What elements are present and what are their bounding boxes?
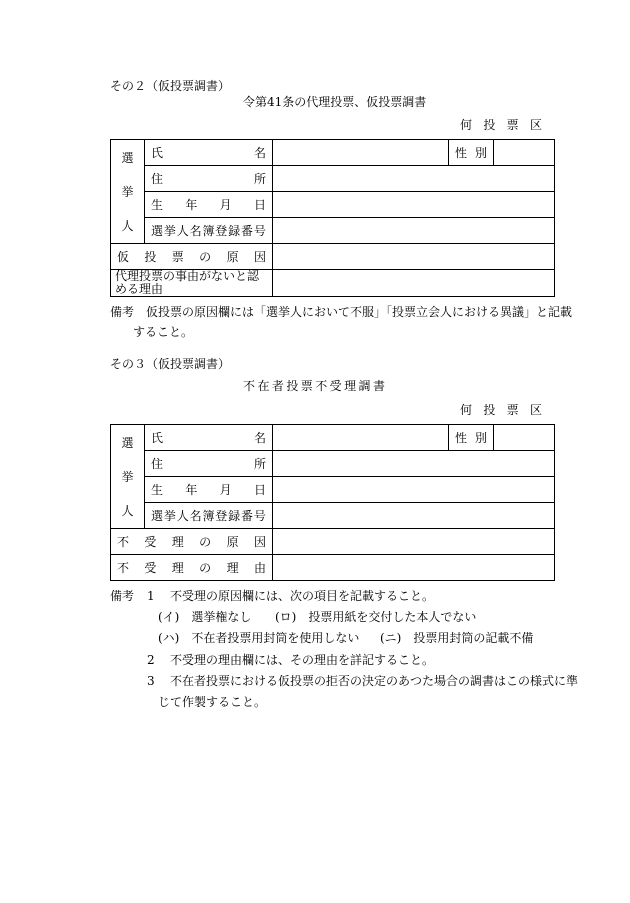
part3-note3-text-line2: じて作製すること。 [158, 695, 267, 709]
dob-label: 生 年 月 日 [145, 477, 273, 503]
provisional-reason-field[interactable] [273, 244, 555, 270]
address-label: 住 所 [145, 451, 273, 477]
voter-group-label: 選 挙 人 [111, 425, 145, 529]
part3-item-i: (イ) 選挙権なし [158, 610, 252, 624]
sex-field[interactable] [494, 425, 555, 451]
part2-title: 令第41条の代理投票、仮投票調書 [243, 95, 427, 109]
registry-number-field[interactable] [273, 503, 555, 529]
provisional-reason-label: 仮 投 票 の 原 因 [111, 244, 273, 270]
sex-field[interactable] [494, 140, 555, 166]
sex-label: 性 別 [449, 140, 494, 166]
part3-heading: その３（仮投票調書） [110, 357, 231, 371]
part3-form-table [110, 424, 555, 581]
dob-label: 生 年 月 日 [145, 192, 273, 218]
name-field[interactable] [273, 140, 449, 166]
name-label: 氏 名 [145, 425, 273, 451]
part2-note-line2: すること。 [133, 325, 194, 339]
part2-form-table [110, 139, 555, 297]
part3-item-ha: (ハ) 不在者投票用封筒を使用しない [158, 631, 360, 645]
name-field[interactable] [273, 425, 449, 451]
address-field[interactable] [273, 166, 555, 192]
part3-note1-number: 1 [147, 589, 155, 603]
registry-number-label: 選 挙 人 名 簿 登 録 番 号 [145, 218, 273, 244]
dob-field[interactable] [273, 477, 555, 503]
part3-district-label: 何 投 票 区 [460, 403, 542, 417]
part3-note3-number: 3 [147, 674, 155, 688]
dob-field[interactable] [273, 192, 555, 218]
proxy-reason-label: 代理投票の事由がないと認 める理由 [111, 270, 273, 297]
part3-title: 不 在 者 投 票 不 受 理 調 書 [243, 379, 385, 393]
part2-heading: その２（仮投票調書） [110, 79, 231, 93]
voter-group-label: 選 挙 人 [111, 140, 145, 244]
address-label: 住 所 [145, 166, 273, 192]
part3-item-ro: (ロ) 投票用紙を交付した本人でない [275, 610, 477, 624]
part2-district-label: 何 投 票 区 [460, 118, 542, 132]
part3-notes-prefix: 備考 [110, 589, 135, 603]
proxy-reason-field[interactable] [273, 270, 555, 297]
name-label: 氏 名 [145, 140, 273, 166]
registry-number-field[interactable] [273, 218, 555, 244]
part3-note1-text: 不受理の原因欄には、次の項目を記載すること。 [170, 589, 435, 603]
part3-note2-number: 2 [147, 653, 155, 667]
sex-label: 性 別 [449, 425, 494, 451]
non-acceptance-cause-field[interactable] [273, 529, 555, 555]
part3-item-ni: (ニ) 投票用封筒の記載不備 [380, 631, 534, 645]
address-field[interactable] [273, 451, 555, 477]
part3-note3-text-line1: 不在者投票における仮投票の拒否の決定のあつた場合の調書はこの様式に準 [170, 674, 579, 688]
non-acceptance-reason-label: 不 受 理 の 理 由 [111, 555, 273, 581]
registry-number-label: 選 挙 人 名 簿 登 録 番 号 [145, 503, 273, 529]
part2-note-line1: 備考 仮投票の原因欄には「選挙人において不服」「投票立会人における異議」と記載 [110, 305, 573, 319]
non-acceptance-cause-label: 不 受 理 の 原 因 [111, 529, 273, 555]
part3-note2-text: 不受理の理由欄には、その理由を詳記すること。 [170, 653, 435, 667]
non-acceptance-reason-field[interactable] [273, 555, 555, 581]
